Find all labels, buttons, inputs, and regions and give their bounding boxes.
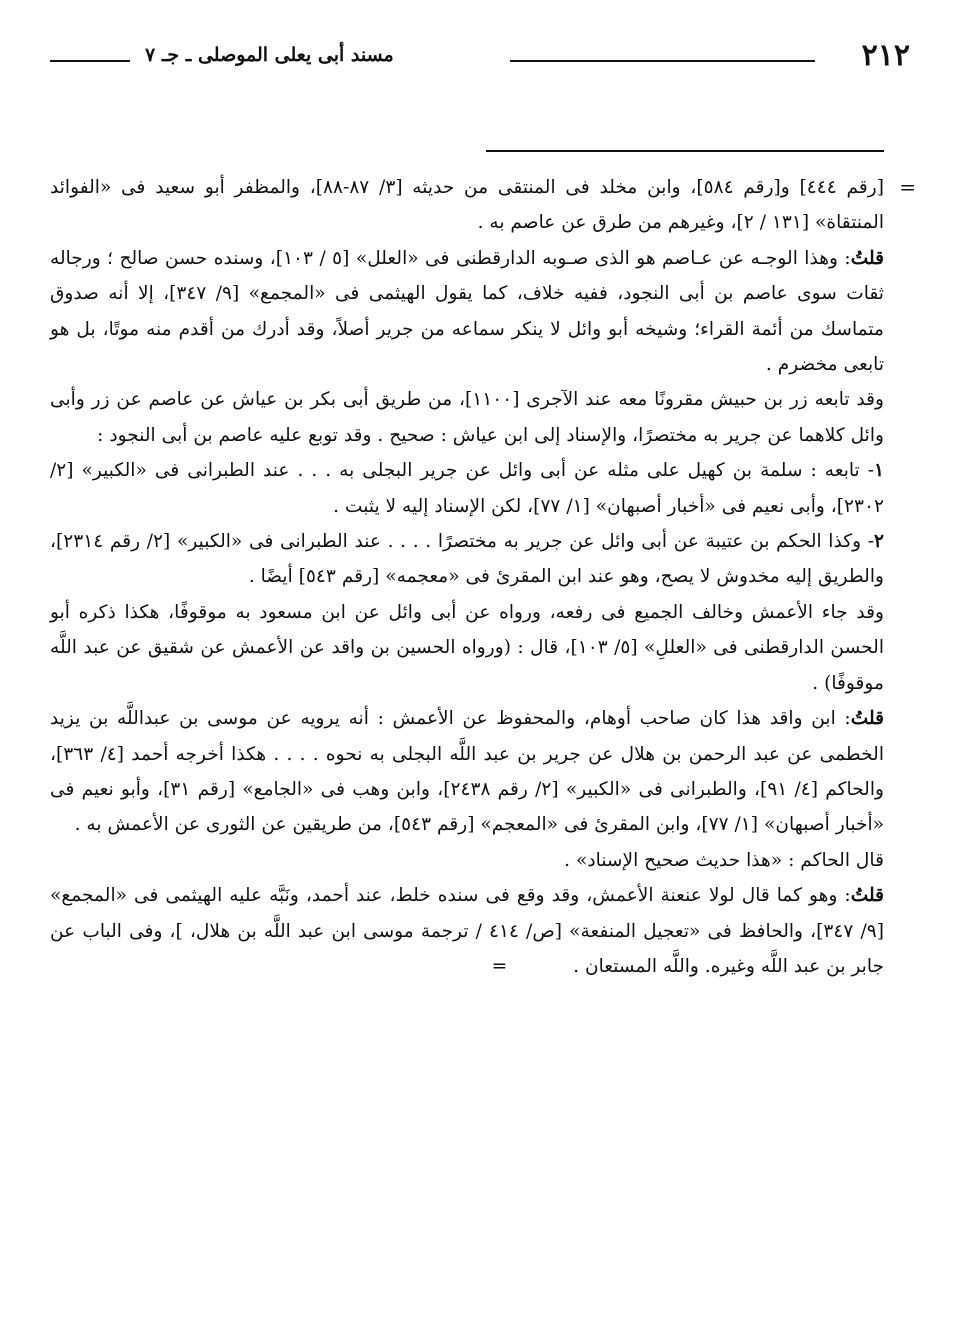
paragraph-2 [50, 241, 884, 383]
paragraph-3 [50, 382, 884, 453]
qultu-label: قلتُ [850, 708, 884, 730]
continuation-marker: = [899, 175, 916, 199]
paragraph-5 [50, 524, 884, 595]
paragraph-7-text: : ابن واقد هذا كان صاحب أوهام، والمحفوظ عن الأعمش : أنه يرويه عن موسى بن عبداللَّه بن يزيد الخطمى عن عبد الرحمن بن هلال عن جرير بن عبد اللَّه البجلى به نحوه . . . . هكذا أخرجه أحمد [٤/ ٣٦٣]، والحاكم [٤/ ٩١]، والطبرانى فى «الكبير» [٢/ رقم ٢٤٣٨]، وابن وهب فى «الجامع» [رقم ٣١]، وأبو نعيم فى «أخبار أصبهان» [١/ ٧٧]، وابن المقرئ فى «المعجم» [رقم ٥٤٣]، من طريقين عن الثورى عن الأعمش به . [50, 708, 884, 836]
paragraph-2-text: : وهذا الوجـه عن عـاصم هو الذى صـوبه الدارقطنى فى «العلل» [٥ / ١٠٣]، وسنده حسن صالح ؛ ورجاله ثقات سوى عاصم بن أبى النجود، ففيه خلاف، كما يقول الهيثمى فى «المجمع» [٩/ ٣٤٧]، إلا أنه صدوق متماسك من أئمة القراء؛ وشيخه أبو وائل لا ينكر سماعه من جرير أصلاً، وقد أدرك من أقدم منه موتًا، بل هو تابعى مخضرم . [50, 247, 884, 376]
paragraph-4 [50, 453, 884, 524]
page-number: ٢١٢ [861, 38, 910, 73]
paragraph-5-text: - وكذا الحكم بن عتيبة عن أبى وائل عن جرير به مختصرًا . . . . عند الطبرانى فى «الكبير» [٢/ رقم ٢٣١٤]، والطريق إليه مخدوش لا يصح، وهو عند ابن المقرئ فى «معجمه» [رقم ٥٤٣] أيضًا . [50, 531, 884, 588]
qultu-label: قلتُ [850, 885, 884, 907]
page-header [50, 38, 910, 78]
paragraph-7 [50, 701, 884, 843]
paragraph-8-text: قال الحاكم : «هذا حديث صحيح الإسناد» . [564, 849, 884, 871]
header-rule-left [50, 60, 130, 62]
paragraph-4-text: - تابعه : سلمة بن كهيل على مثله عن أبى وائل عن جرير البجلى به . . . عند الطبرانى فى «الكبير» [٢/ ٢٣٠٢]، وأبى نعيم فى «أخبار أصبهان» [١/ ٧٧]، لكن الإسناد إليه لا يثبت . [50, 460, 884, 517]
footnote-separator [486, 150, 884, 152]
qultu-label: قلتُ [850, 247, 884, 269]
paragraph-9 [50, 878, 884, 984]
continuation-marker-end: = [491, 955, 508, 977]
paragraph-6-text: وقد جاء الأعمش وخالف الجميع فى رفعه، ورواه عن أبى وائل عن ابن مسعود به موقوفًا، هكذا ذكره أبو الحسن الدارقطنى فى «العللِ» [٥/ ١٠٣]، قال : (ورواه الحسين بن واقد عن الأعمش عن شقيق عن عبد اللَّه موقوفًا) . [50, 601, 884, 694]
header-rule [510, 60, 815, 62]
paragraph-8 [50, 843, 884, 878]
paragraph-3-text: وقد تابعه زر بن حبيش مقرونًا معه عند الآجرى [١١٠٠]، من طريق أبى بكر بن عياش عن عاصم عن زر وأبى وائل كلاهما عن جرير به مختصرًا، والإسناد إلى ابن عياش : صحيح . وقد توبع عليه عاصم بن أبى النجود : [50, 389, 884, 446]
footnote-text [50, 170, 916, 1289]
item-number-2: ٢ [874, 531, 885, 553]
paragraph-9-text: : وهو كما قال لولا عنعنة الأعمش، وقد وقع فى سنده خلط، عند أحمد، ونَبَّه عليه الهيثمى فى «المجمع» [٩/ ٣٤٧]، والحافظ فى «تعجيل المنفعة» [ص/ ٤١٤ / ترجمة موسى ابن عبد اللَّه بن هلال، ]، وفى الباب عن جابر بن عبد اللَّه وغيره. واللَّه المستعان . [50, 885, 884, 977]
running-title: مسند أبى يعلى الموصلى ـ جـ ٧ [145, 44, 394, 66]
paragraph-1-text: [رقم ٤٤٤] و[رقم ٥٨٤]، وابن مخلد فى المنتقى من حديثه [٣/ ٨٧-٨٨]، والمظفر أبو سعيد فى «الفوائد المنتقاة» [١٣١ / ٢]، وغيرهم من طرق عن عاصم به . [50, 177, 884, 234]
paragraph-6 [50, 595, 884, 701]
paragraph-1 [50, 170, 916, 241]
item-number-1: ١ [874, 460, 884, 482]
